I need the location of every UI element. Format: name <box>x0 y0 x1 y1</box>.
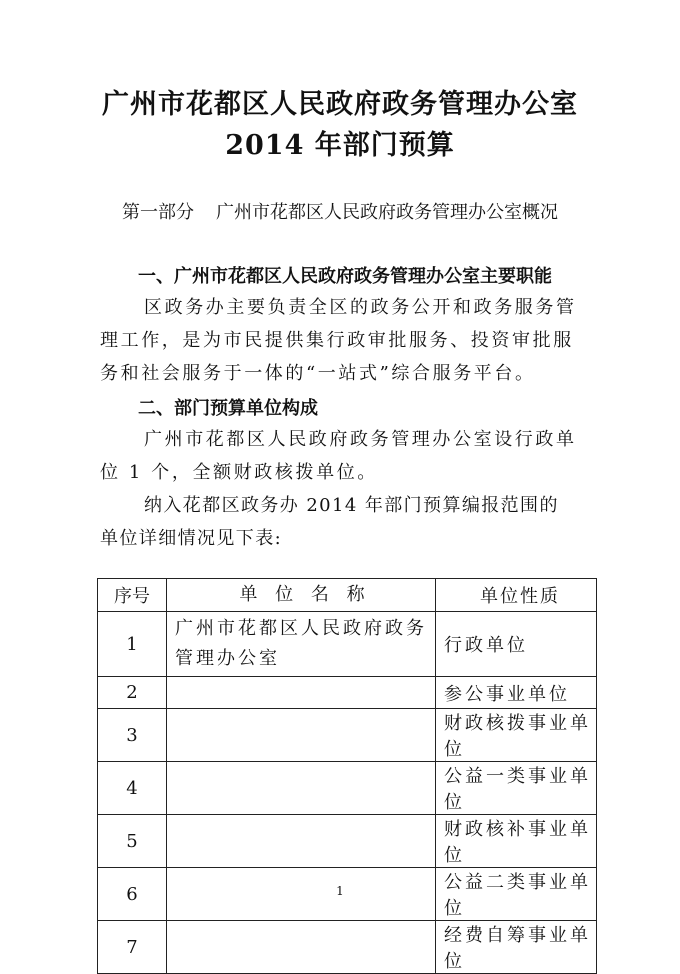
part-heading <box>0 198 680 224</box>
section2-paragraph2: 纳入花都区政务办 2014 年部门预算编报范围的单位详细情况见下表: <box>100 495 559 549</box>
row-name <box>167 815 436 868</box>
section2-paragraph1: 广州市花都区人民政府政务管理办公室设行政单位 1 个，全额财政核拨单位。 <box>100 429 577 483</box>
row-name <box>167 709 436 762</box>
table-row <box>98 762 597 815</box>
table-header-row <box>98 579 597 612</box>
row-no: 6 <box>98 868 167 921</box>
section2-heading: 二、部门预算单位构成 <box>138 398 318 419</box>
row-nature: 财政核补事业单位 <box>436 815 597 868</box>
table-row <box>98 677 597 709</box>
row-no: 4 <box>98 762 167 815</box>
row-name: 广州市花都区人民政府政务管理办公室 <box>167 612 436 677</box>
page-number: 1 <box>336 884 344 898</box>
row-no: 7 <box>98 921 167 974</box>
row-no: 1 <box>98 612 167 677</box>
unit-table <box>97 578 597 974</box>
row-nature: 经费自筹事业单位 <box>436 921 597 974</box>
part-title: 广州市花都区人民政府政务管理办公室概况 <box>216 202 558 223</box>
row-nature: 财政核拨事业单位 <box>436 709 597 762</box>
row-nature: 参公事业单位 <box>436 677 597 709</box>
document-title-line1: 广州市花都区人民政府政务管理办公室 <box>102 89 578 120</box>
header-name: 单 位 名 称 <box>167 579 436 612</box>
row-nature: 公益二类事业单位 <box>436 868 597 921</box>
header-no: 序号 <box>98 579 167 612</box>
header-nature: 单位性质 <box>436 579 597 612</box>
row-name <box>167 762 436 815</box>
table-row <box>98 612 597 677</box>
row-no: 3 <box>98 709 167 762</box>
section1-paragraph: 区政务办主要负责全区的政务公开和政务服务管理工作，是为市民提供集行政审批服务、投资审批服务和社会服务于一体的“一站式”综合服务平台。 <box>100 297 577 384</box>
row-name <box>167 677 436 709</box>
table-row <box>98 815 597 868</box>
table-row <box>98 921 597 974</box>
part-label: 第一部分 <box>122 202 194 223</box>
row-no: 5 <box>98 815 167 868</box>
document-title-line2: 2014 年部门预算 <box>225 130 455 161</box>
row-name <box>167 921 436 974</box>
row-nature: 公益一类事业单位 <box>436 762 597 815</box>
row-nature: 行政单位 <box>436 612 597 677</box>
table-row <box>98 709 597 762</box>
section1-heading: 一、广州市花都区人民政府政务管理办公室主要职能 <box>138 266 552 287</box>
row-no: 2 <box>98 677 167 709</box>
